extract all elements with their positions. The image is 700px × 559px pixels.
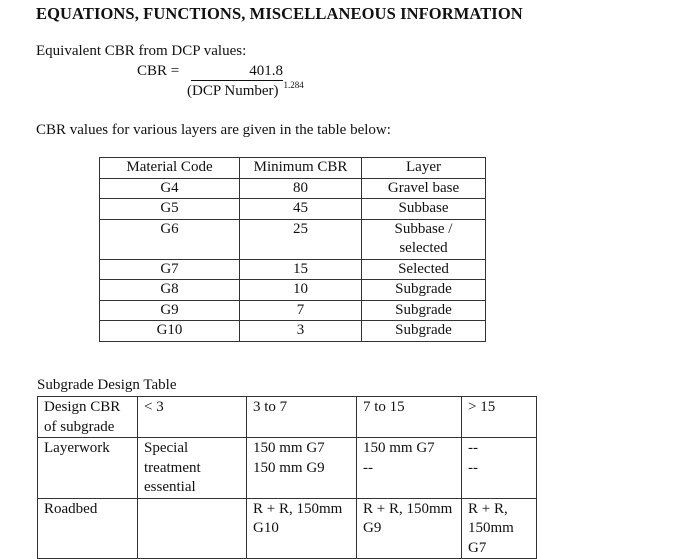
equation-exponent: 1.284 (283, 80, 304, 90)
cbr-cell-minimum-cbr-line: 15 (293, 260, 308, 277)
subgrade-cell (138, 498, 247, 559)
cbr-table-row (100, 178, 486, 199)
subgrade-cell (357, 498, 462, 559)
cbr-cell-material-code (100, 178, 240, 199)
cbr-cell-layer-line: Selected (398, 260, 449, 277)
cbr-cell-material-code (100, 199, 240, 220)
subgrade-row-label (38, 438, 138, 499)
cbr-cell-layer (362, 280, 486, 301)
subgrade-cell-line: 150mm (468, 520, 514, 536)
equation-denominator-text: (DCP Number) (187, 83, 279, 99)
intro-text: CBR values for various layers are given in the table below: (36, 122, 391, 138)
subgrade-cell-line: -- (468, 440, 478, 456)
equation-denominator (187, 80, 304, 100)
cbr-cell-material-code (100, 219, 240, 259)
page-title: EQUATIONS, FUNCTIONS, MISCELLANEOUS INFORMATION (36, 4, 523, 23)
subgrade-row-label (38, 498, 138, 559)
cbr-header-minimum-cbr: Minimum CBR (240, 158, 362, 179)
cbr-cell-minimum-cbr (240, 321, 362, 342)
subgrade-row-label-line: Roadbed (44, 500, 98, 517)
subgrade-cell (462, 438, 537, 499)
cbr-cell-minimum-cbr (240, 219, 362, 259)
cbr-cell-minimum-cbr (240, 259, 362, 280)
subgrade-cell-line: 150 mm G7 (253, 440, 325, 456)
subgrade-cell-line: G7 (468, 539, 487, 556)
cbr-cell-layer (362, 300, 486, 321)
subgrade-cell (357, 438, 462, 499)
subgrade-cell-line: R + R, 150mm (253, 500, 343, 517)
cbr-header-layer: Layer (362, 158, 486, 179)
subgrade-cell-line: 3 to 7 (253, 399, 288, 415)
subgrade-cell-line: R + R, (468, 500, 508, 517)
subgrade-cell-line: 150 mm G9 (253, 459, 325, 476)
subgrade-row-label-line: Layerwork (44, 440, 110, 456)
subgrade-cell-line: < 3 (144, 399, 164, 415)
cbr-cell-material-code (100, 321, 240, 342)
cbr-cell-minimum-cbr (240, 178, 362, 199)
cbr-cell-material-code-line: G9 (160, 301, 179, 318)
subgrade-cell (247, 498, 357, 559)
cbr-cell-layer-line: Subgrade (395, 301, 452, 318)
cbr-cell-minimum-cbr (240, 199, 362, 220)
subgrade-cell (462, 397, 537, 438)
cbr-table-row (100, 199, 486, 220)
subgrade-cell-line: essential (144, 479, 196, 495)
cbr-cell-layer (362, 219, 486, 259)
subgrade-table-body (38, 397, 537, 559)
cbr-cell-layer-line: selected (399, 240, 448, 256)
cbr-cell-minimum-cbr-line: 7 (296, 301, 305, 318)
subgrade-design-table (37, 396, 537, 559)
cbr-cell-layer-line: Subgrade (395, 281, 452, 297)
subgrade-cell (247, 438, 357, 499)
cbr-cell-material-code-line: G5 (160, 200, 179, 216)
cbr-cell-material-code-line: G6 (160, 220, 179, 237)
cbr-cell-layer (362, 321, 486, 342)
cbr-cell-material-code (100, 300, 240, 321)
subgrade-table-row (38, 498, 537, 559)
cbr-table-row (100, 300, 486, 321)
subgrade-cell (357, 397, 462, 438)
subgrade-cell-line: Special (144, 440, 189, 456)
cbr-cell-material-code (100, 259, 240, 280)
subgrade-cell (138, 397, 247, 438)
cbr-cell-material-code-line: G8 (160, 281, 179, 297)
cbr-cell-material-code-line: G10 (156, 322, 183, 338)
cbr-cell-layer-line: Subbase / (394, 220, 453, 237)
subgrade-row-label-line: Design CBR (44, 399, 121, 415)
cbr-cell-material-code (100, 280, 240, 301)
subgrade-cell-line: treatment (144, 459, 201, 476)
cbr-table (99, 157, 486, 342)
subgrade-cell (138, 438, 247, 499)
cbr-table-row (100, 259, 486, 280)
cbr-cell-minimum-cbr-line: 10 (293, 281, 308, 297)
cbr-cell-material-code-line: G4 (160, 179, 179, 196)
subgrade-cell-line: 150 mm G7 (363, 440, 435, 456)
cbr-cell-layer (362, 178, 486, 199)
subgrade-cell-line: > 15 (468, 399, 496, 415)
subgrade-cell (247, 397, 357, 438)
equation-lhs: CBR = (137, 63, 180, 79)
subgrade-row-label (38, 397, 138, 438)
cbr-cell-minimum-cbr-line: 45 (293, 200, 308, 216)
cbr-cell-minimum-cbr-line: 25 (293, 220, 308, 237)
cbr-table-body (100, 178, 486, 341)
subgrade-cell-line: G9 (363, 520, 382, 536)
subgrade-cell-line: -- (468, 459, 478, 476)
cbr-table-row (100, 219, 486, 259)
cbr-header-material-code: Material Code (100, 158, 240, 179)
cbr-cell-minimum-cbr (240, 280, 362, 301)
cbr-cell-layer-line: Subbase (398, 200, 449, 216)
subgrade-cell (462, 498, 537, 559)
cbr-cell-minimum-cbr (240, 300, 362, 321)
cbr-cell-layer-line: Gravel base (387, 179, 460, 196)
cbr-cell-material-code-line: G7 (160, 260, 179, 277)
cbr-table-row (100, 321, 486, 342)
subgrade-cell-line: -- (363, 459, 373, 476)
equation-label: Equivalent CBR from DCP values: (36, 43, 247, 59)
subgrade-cell-line: R + R, 150mm (363, 500, 453, 517)
cbr-cell-layer (362, 199, 486, 220)
cbr-cell-minimum-cbr-line: 80 (293, 179, 308, 196)
equation-numerator: 401.8 (191, 63, 283, 81)
cbr-cell-layer-line: Subgrade (395, 322, 452, 338)
subgrade-cell-line: G10 (253, 520, 279, 536)
subgrade-table-row (38, 438, 537, 499)
cbr-table-row (100, 280, 486, 301)
cbr-cell-layer (362, 259, 486, 280)
subgrade-table-caption: Subgrade Design Table (37, 377, 177, 393)
subgrade-table-row (38, 397, 537, 438)
cbr-cell-minimum-cbr-line: 3 (296, 322, 305, 338)
subgrade-row-label-line: of subgrade (44, 418, 115, 435)
subgrade-cell-line: 7 to 15 (363, 399, 405, 415)
cbr-table-header-row (100, 158, 486, 179)
